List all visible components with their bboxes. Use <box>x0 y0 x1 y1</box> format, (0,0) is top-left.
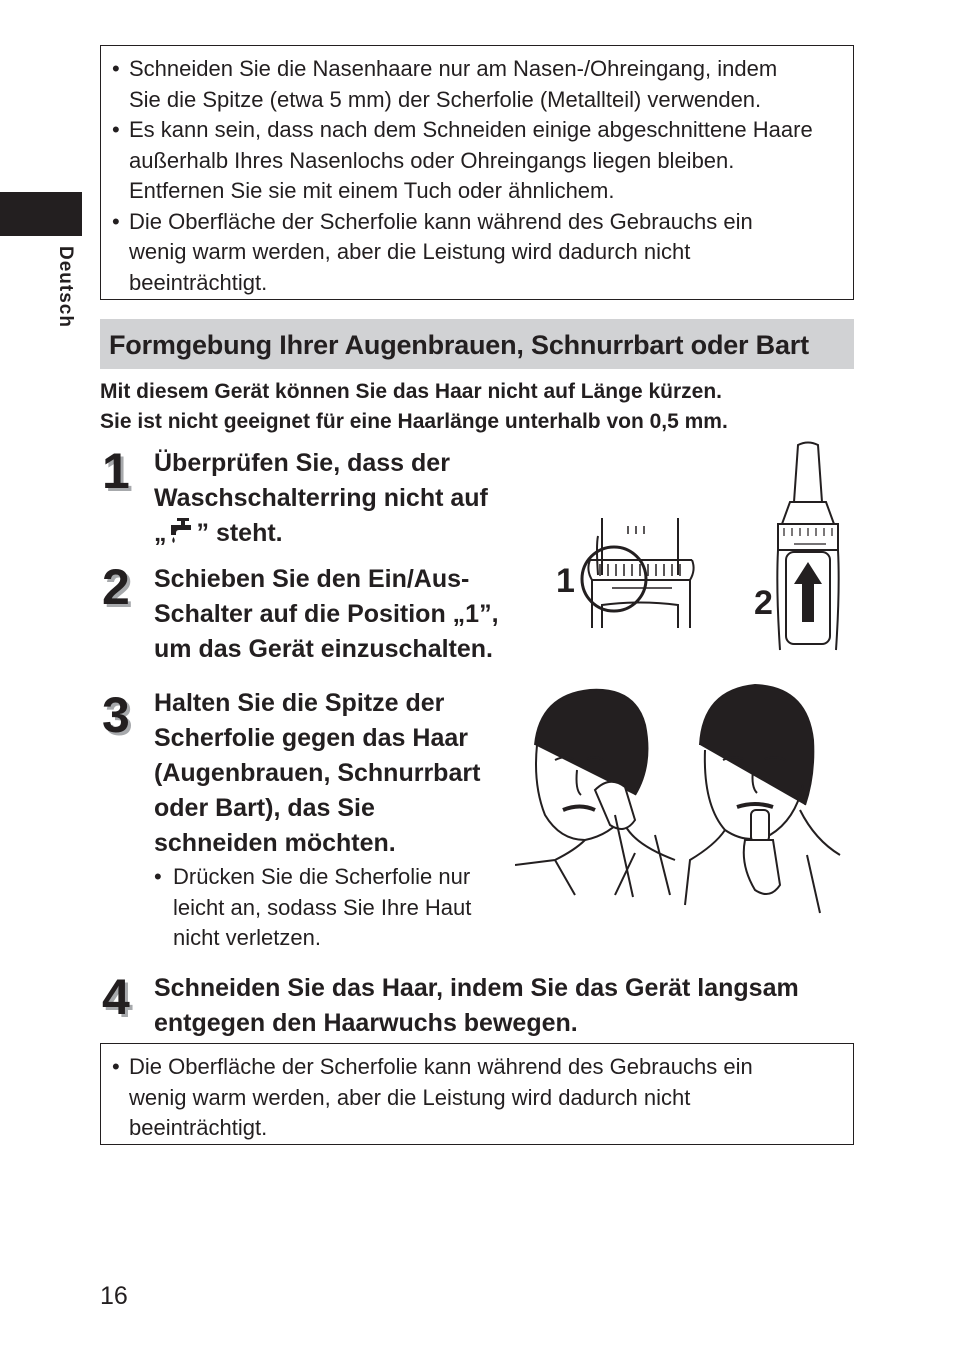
step-2-text: Schieben Sie den Ein/Aus- Schalter auf die Position „1”, um das Gerät einzuschalten. <box>154 565 499 663</box>
language-tab-marker <box>0 192 82 236</box>
language-label: Deutsch <box>55 246 76 328</box>
page-number: 16 <box>100 1282 128 1310</box>
wash-ring-figure <box>582 518 694 628</box>
note-item: • Es kann sein, dass nach dem Schneiden einige abgeschnittene Haare außerhalb Ihres Nasenlochs oder Ohreingangs liegen bleiben. Entfernen Sie sie mit einem Tuch oder ähnlichem. <box>109 115 843 207</box>
step-4-text: Schneiden Sie das Haar, indem Sie das Gerät langsam entgegen den Haarwuchs bewegen. <box>154 974 799 1037</box>
arrow-up-icon <box>794 562 822 622</box>
trimmer-illustration <box>550 440 850 655</box>
step-3-note: • Drücken Sie die Scherfolie nur leicht an, sodass Sie Ihre Haut nicht verletzen. <box>154 864 472 950</box>
switch-ticks <box>784 528 832 544</box>
face-eyebrow-trim <box>515 690 675 897</box>
trimming-faces-illustration <box>515 675 845 915</box>
note-item: • Die Oberfläche der Scherfolie kann während des Gebrauchs ein wenig warm werden, aber die Leistung wird dadurch nicht beeinträchtigt. <box>109 207 843 299</box>
ring-ticks <box>600 526 680 588</box>
face-beard-trim <box>685 685 840 913</box>
step-number-4: 4 <box>102 969 130 1025</box>
figure-label-2: 2 <box>754 584 773 622</box>
top-note-box <box>100 45 854 300</box>
note-item: • Die Oberfläche der Scherfolie kann während des Gebrauchs ein wenig warm werden, aber die Leistung wird dadurch nicht beeinträchtigt. <box>109 1052 843 1144</box>
figure-label-1: 1 <box>556 562 575 600</box>
note-item: • Schneiden Sie die Nasenhaare nur am Nasen-/Ohreingang, indem Sie die Spitze (etwa 5 mm) der Scherfolie (Metallteil) verwenden. <box>109 54 843 115</box>
step-number-3: 3 <box>102 687 130 743</box>
section-title: Formgebung Ihrer Augenbrauen, Schnurrbart oder Bart <box>100 319 854 369</box>
intro-text: Mit diesem Gerät können Sie das Haar nicht auf Länge kürzen. Sie ist nicht geeignet für eine Haarlänge unterhalb von 0,5 mm. <box>100 380 728 433</box>
step-number-2: 2 <box>102 559 130 615</box>
step-3-text: Halten Sie die Spitze der Scherfolie gegen das Haar (Augenbrauen, Schnurrbart oder Bart), das Sie schneiden möchten. <box>154 689 481 857</box>
faucet-icon <box>167 517 197 545</box>
bottom-note-box <box>100 1043 854 1145</box>
step-1-text: Überprüfen Sie, dass der Waschschalterring nicht auf „ ” steht. <box>154 449 488 547</box>
step-number-1: 1 <box>102 443 130 499</box>
